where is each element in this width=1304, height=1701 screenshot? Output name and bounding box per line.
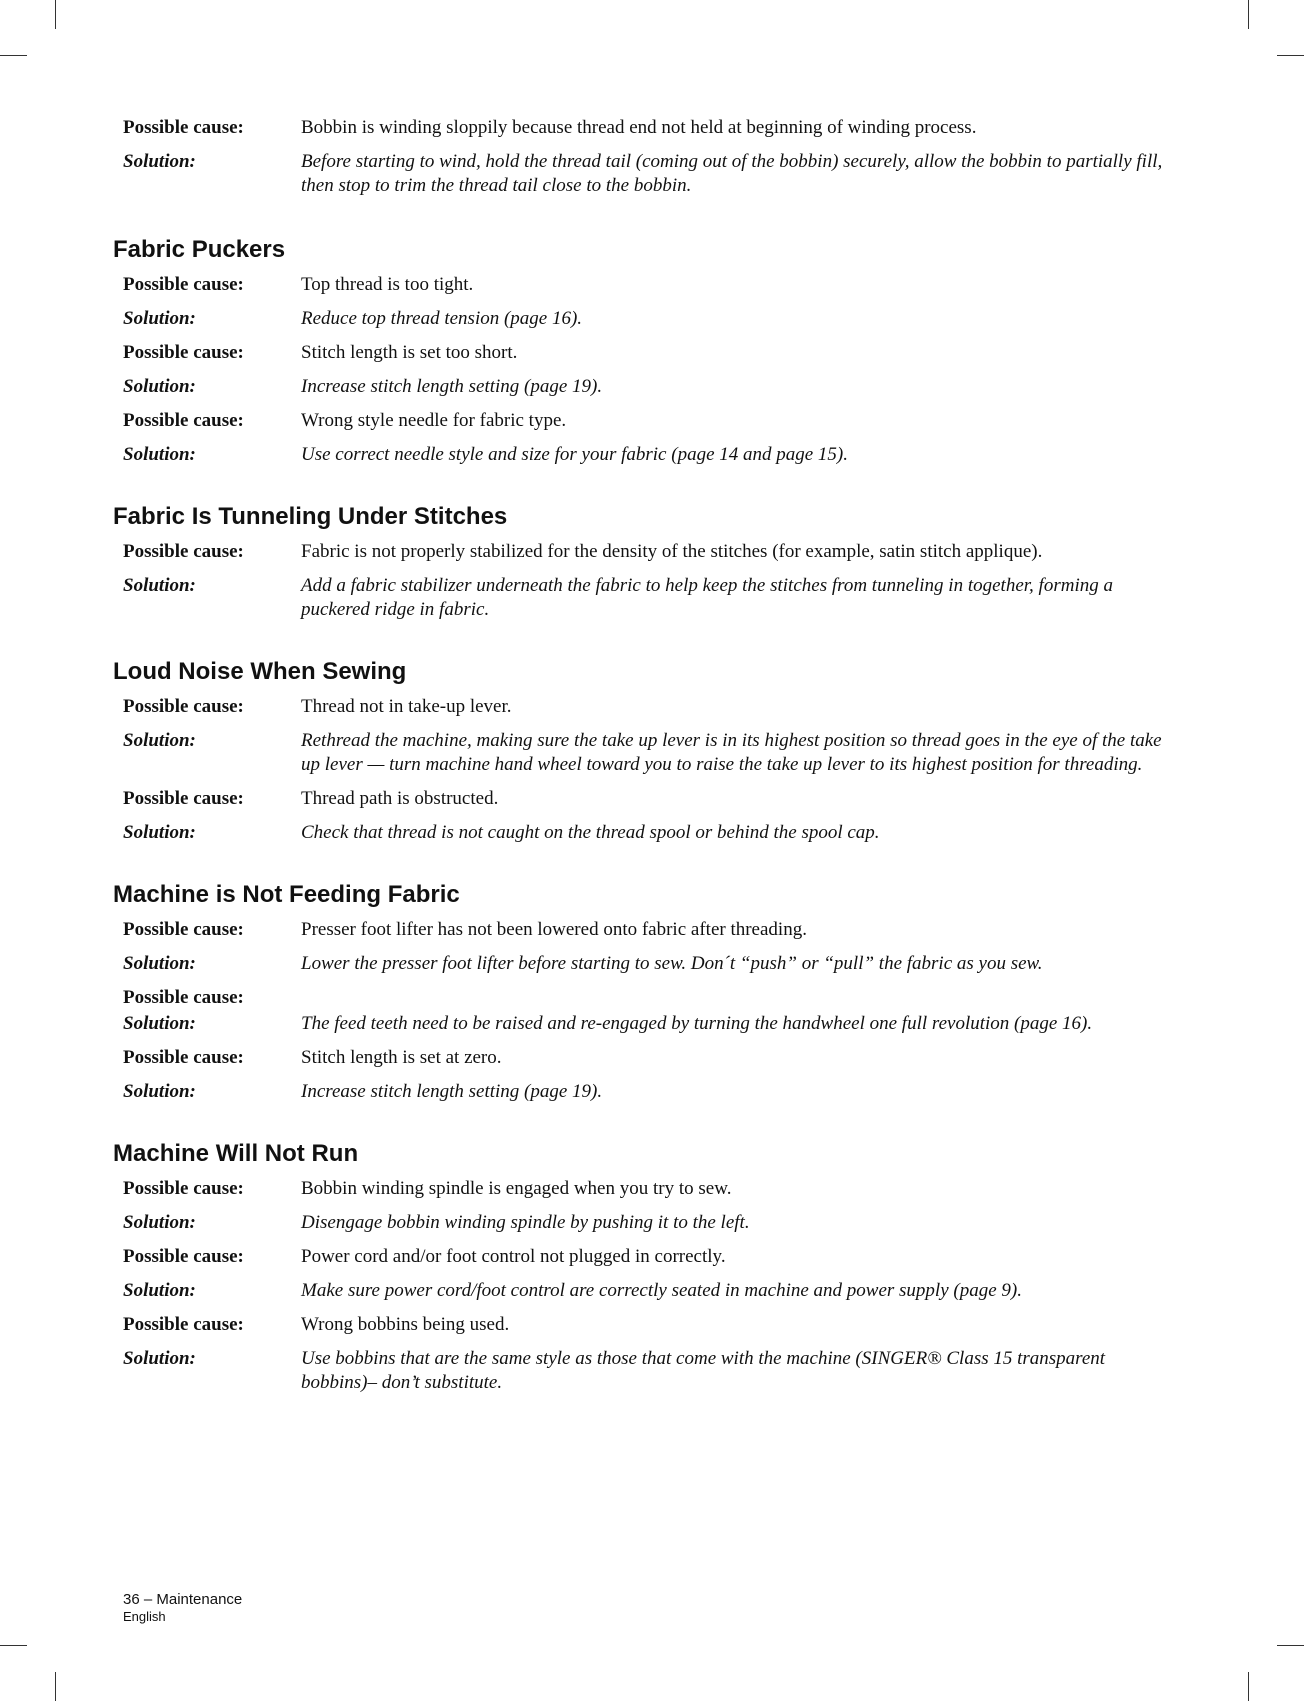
possible-cause-label: Possible cause: [123, 1178, 244, 1199]
section-title: Machine is Not Feeding Fabric [113, 881, 460, 908]
solution-text: Disengage bobbin winding spindle by pushing it to the left. [301, 1212, 750, 1233]
solution-text: Check that thread is not caught on the thread spool or behind the spool cap. [301, 822, 880, 843]
troubleshoot-section [113, 658, 1173, 845]
possible-cause-label: Possible cause: [123, 696, 244, 717]
page-content [113, 116, 1173, 1431]
possible-cause-row [113, 1313, 1173, 1337]
possible-cause-text: Presser foot lifter has not been lowered onto fabric after threading. [301, 919, 807, 940]
solution-row [113, 952, 1173, 976]
possible-cause-text: Stitch length is set too short. [301, 342, 518, 363]
possible-cause-text: Thread not in take-up lever. [301, 696, 512, 717]
crop-mark [0, 55, 27, 56]
troubleshoot-section [113, 503, 1173, 622]
solution-label: Solution: [123, 822, 196, 843]
solution-row [113, 307, 1173, 331]
solution-row [113, 1279, 1173, 1303]
possible-cause-row [113, 918, 1173, 942]
possible-cause-row [113, 341, 1173, 365]
section-title: Fabric Is Tunneling Under Stitches [113, 503, 508, 530]
possible-cause-text: Wrong style needle for fabric type. [301, 410, 567, 431]
solution-text: Use bobbins that are the same style as those that come with the machine (SINGER® Class 15 transparent bobbins)– don’t substitute. [301, 1348, 1106, 1393]
possible-cause-label: Possible cause: [123, 410, 244, 431]
possible-cause-row [113, 787, 1173, 811]
solution-label: Solution: [123, 730, 196, 751]
solution-label: Solution: [123, 444, 196, 465]
solution-label: Solution: [123, 376, 196, 397]
possible-cause-text: Top thread is too tight. [301, 274, 474, 295]
possible-cause-row [113, 1245, 1173, 1269]
troubleshoot-section [113, 236, 1173, 467]
solution-text: Make sure power cord/foot control are correctly seated in machine and power supply (page 9). [301, 1280, 1022, 1301]
solution-row [113, 1080, 1173, 1104]
possible-cause-label: Possible cause: [123, 1314, 244, 1335]
solution-label: Solution: [123, 1212, 196, 1233]
solution-text: Rethread the machine, making sure the take up lever is in its highest position so thread goes in the eye of the take up lever — turn machine hand wheel toward you to raise the take up lever to its highest position for threading. [301, 730, 1162, 775]
possible-cause-row [113, 273, 1173, 297]
possible-cause-label: Possible cause: [123, 987, 244, 1008]
solution-label: Solution: [123, 1280, 196, 1301]
solution-label: Solution: [123, 308, 196, 329]
solution-text: Increase stitch length setting (page 19). [301, 1081, 603, 1102]
possible-cause-text: Fabric is not properly stabilized for the density of the stitches (for example, satin stitch applique). [301, 541, 1043, 562]
solution-label: Solution: [123, 1348, 196, 1369]
crop-mark [55, 0, 56, 29]
possible-cause-label: Possible cause: [123, 274, 244, 295]
solution-label: Solution: [123, 1081, 196, 1102]
possible-cause-label: Possible cause: [123, 541, 244, 562]
possible-cause-text: Bobbin is winding sloppily because thread end not held at beginning of winding process. [301, 117, 977, 138]
possible-cause-row [113, 695, 1173, 719]
troubleshoot-section [113, 881, 1173, 1104]
solution-label: Solution: [123, 953, 196, 974]
troubleshoot-section [113, 1140, 1173, 1395]
possible-cause-label: Possible cause: [123, 342, 244, 363]
crop-mark [1277, 55, 1304, 56]
solution-row [113, 1211, 1173, 1235]
solution-row [113, 729, 1173, 777]
solution-row [113, 1012, 1173, 1036]
possible-cause-text: Thread path is obstructed. [301, 788, 499, 809]
solution-text: The feed teeth need to be raised and re-engaged by turning the handwheel one full revolution (page 16). [301, 1013, 1093, 1034]
troubleshoot-sections [113, 236, 1173, 1395]
solution-text: Add a fabric stabilizer underneath the fabric to help keep the stitches from tunneling in together, forming a puckered ridge in fabric. [301, 575, 1113, 620]
possible-cause-text: Stitch length is set at zero. [301, 1047, 502, 1068]
possible-cause-label: Possible cause: [123, 1246, 244, 1267]
possible-cause-row [113, 409, 1173, 433]
solution-text: Reduce top thread tension (page 16). [301, 308, 583, 329]
footer-language: English [123, 1609, 166, 1624]
possible-cause-row [113, 1046, 1173, 1070]
possible-cause-text: Power cord and/or foot control not plugged in correctly. [301, 1246, 726, 1267]
crop-mark [1248, 0, 1249, 29]
crop-mark [1248, 1672, 1249, 1701]
possible-cause-text: Bobbin winding spindle is engaged when you try to sew. [301, 1178, 732, 1199]
possible-cause-label: Possible cause: [123, 1047, 244, 1068]
solution-label: Solution: [123, 1013, 196, 1034]
page-footer [123, 1591, 242, 1625]
possible-cause-text [301, 986, 1173, 1010]
crop-mark [0, 1645, 27, 1646]
solution-text: Use correct needle style and size for your fabric (page 14 and page 15). [301, 444, 849, 465]
crop-mark [1277, 1645, 1304, 1646]
solution-label: Solution: [123, 151, 196, 172]
section-title: Fabric Puckers [113, 236, 286, 263]
possible-cause-text: Wrong bobbins being used. [301, 1314, 510, 1335]
possible-cause-row [113, 116, 1173, 140]
possible-cause-row [113, 1177, 1173, 1201]
possible-cause-row [113, 540, 1173, 564]
possible-cause-label: Possible cause: [123, 788, 244, 809]
troubleshoot-block [113, 116, 1173, 198]
solution-text: Increase stitch length setting (page 19). [301, 376, 603, 397]
crop-mark [55, 1672, 56, 1701]
solution-row [113, 375, 1173, 399]
solution-row [113, 1347, 1173, 1395]
solution-label: Solution: [123, 575, 196, 596]
solution-text: Before starting to wind, hold the thread tail (coming out of the bobbin) securely, allow the bobbin to partially fill, then stop to trim the thread tail close to the bobbin. [301, 151, 1163, 196]
section-title: Machine Will Not Run [113, 1140, 359, 1167]
possible-cause-label: Possible cause: [123, 117, 244, 138]
solution-row [113, 150, 1173, 198]
section-title: Loud Noise When Sewing [113, 658, 407, 685]
possible-cause-label: Possible cause: [123, 919, 244, 940]
possible-cause-row [113, 986, 1173, 1010]
solution-row [113, 443, 1173, 467]
page-number: 36 – Maintenance [123, 1591, 243, 1608]
solution-text: Lower the presser foot lifter before starting to sew. Don´t “push” or “pull” the fabric as you sew. [301, 953, 1043, 974]
solution-row [113, 821, 1173, 845]
solution-row [113, 574, 1173, 622]
